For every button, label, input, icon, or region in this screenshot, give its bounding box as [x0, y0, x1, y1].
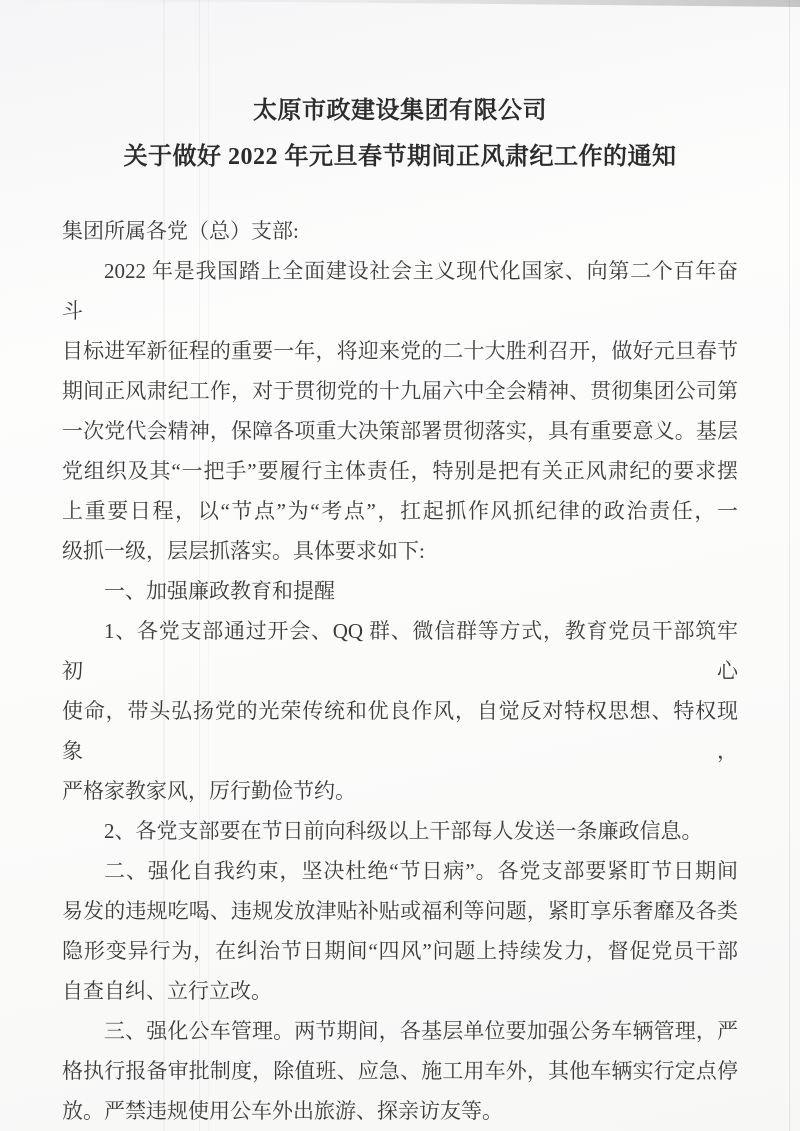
text-line: 2022 年是我国踏上全面建设社会主义现代化国家、向第二个百年奋斗 [62, 259, 738, 323]
text-line: 易发的违规吃喝、违规发放津贴补贴或福利等问题，紧盯享乐奢靡及各类 [62, 899, 738, 923]
document-body [62, 211, 738, 1131]
text-line: 一、加强廉政教育和提醒 [104, 579, 335, 603]
text-line: 格执行报备审批制度，除值班、应急、施工用车外，其他车辆实行定点停 [62, 1059, 738, 1083]
text-line: 一次党代会精神，保障各项重大决策部署贯彻落实，具有重要意义。基层 [62, 419, 738, 443]
text-line: 三、强化公车管理。两节期间，各基层单位要加强公务车辆管理，严 [104, 1019, 738, 1043]
text-line: 放。严禁违规使用公车外出旅游、探亲访友等。 [62, 1099, 503, 1123]
document-title-org: 太原市政建设集团有限公司 [253, 98, 547, 124]
text-line: 目标进军新征程的重要一年，将迎来党的二十大胜利召开，做好元旦春节 [62, 339, 738, 363]
text-line: 隐形变异行为，在纠治节日期间“四风”问题上持续发力，督促党员干部 [62, 939, 738, 963]
text-line: 级抓一级，层层抓落实。具体要求如下: [62, 539, 425, 563]
text-line: 期间正风肃纪工作，对于贯彻党的十九届六中全会精神、贯彻集团公司第 [62, 379, 738, 403]
text-line: 2、各党支部要在节日前向科级以上干部每人发送一条廉政信息。 [104, 819, 703, 843]
document-header [0, 0, 800, 180]
text-line: 党组织及其“一把手”要履行主体责任，特别是把有关正风肃纪的要求摆 [62, 459, 738, 483]
text-line: 集团所属各党（总）支部: [62, 219, 299, 243]
text-line: 1、各党支部通过开会、QQ 群、微信群等方式，教育党员干部筑牢初心 [62, 619, 738, 683]
text-line: 上重要日程，以“节点”为“考点”，扛起抓作风抓纪律的政治责任，一 [62, 499, 738, 523]
text-line: 二、强化自我约束，坚决杜绝“节日病”。各党支部要紧盯节日期间 [104, 859, 738, 883]
text-line: 自查自纠、立行立改。 [62, 979, 272, 1003]
text-line: 严格家教家风，厉行勤俭节约。 [62, 779, 356, 803]
document-title-subject: 关于做好 2022 年元旦春节期间正风肃纪工作的通知 [123, 144, 677, 170]
text-line: 使命，带头弘扬党的光荣传统和优良作风，自觉反对特权思想、特权现象， [62, 699, 738, 763]
